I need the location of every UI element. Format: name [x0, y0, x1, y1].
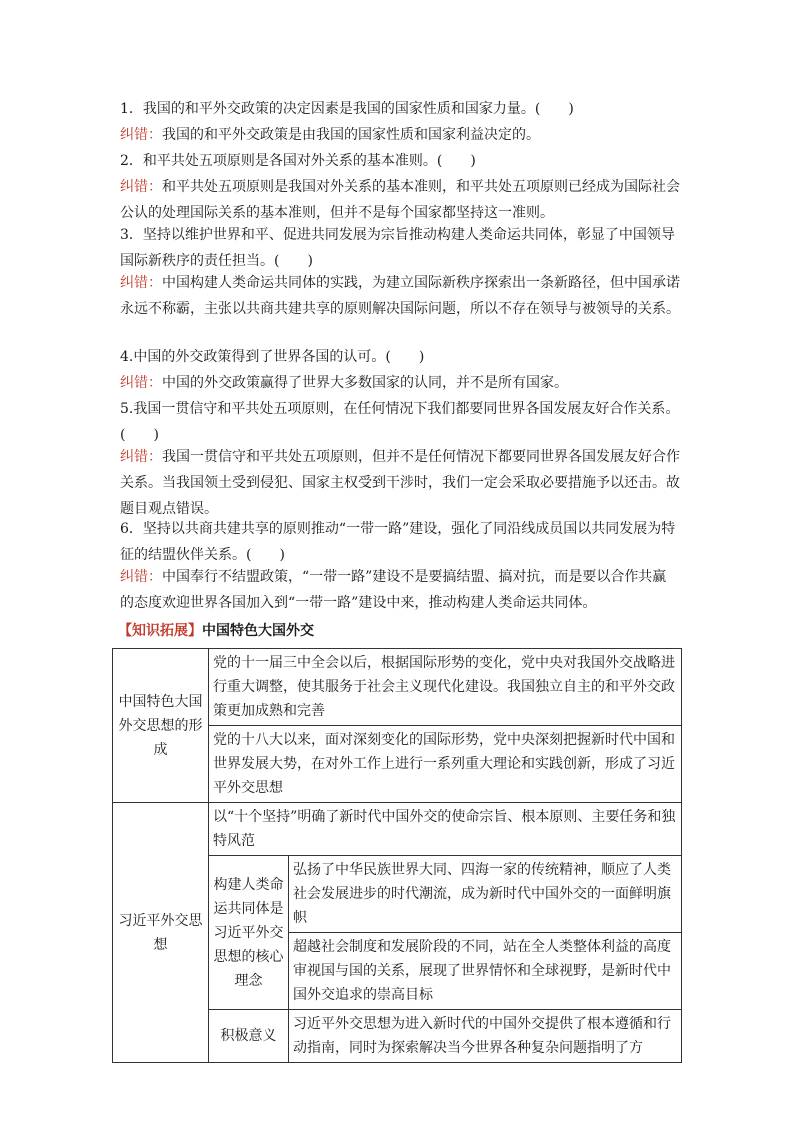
- table-cell: 弘扬了中华民族世界大同、四海一家的传统精神，顺应了人类社会发展进步的时代潮流，成为新时代中国外交的一面鲜明旗帜: [289, 856, 682, 933]
- table-head-formation: 中国特色大国外交思想的形成: [113, 649, 209, 803]
- question-5: 5.我国一贯信守和平共处五项原则，在任何情况下我们都要同世界各国发展友好合作关系。( ): [120, 401, 680, 443]
- question-4: 4.中国的外交政策得到了世界各国的认可。( ): [120, 349, 425, 365]
- knowledge-table: [112, 648, 682, 1063]
- table-head-thought: 习近平外交思想: [113, 803, 209, 1063]
- table-cell: 以“十个坚持”明确了新时代中国外交的使命宗旨、根本原则、主要任务和独特风范: [209, 803, 682, 856]
- table-subhead-significance: 积极意义: [209, 1010, 289, 1063]
- table-row: [113, 803, 682, 856]
- table-cell: 党的十一届三中全会以后，根据国际形势的变化，党中央对我国外交战略进行重大调整，使其服务于社会主义现代化建设。我国独立自主的和平外交政策更加成熟和完善: [209, 649, 682, 726]
- question-1: 1．我国的和平外交政策的决定因素是我国的国家性质和国家力量。( ): [120, 101, 574, 117]
- question-2: 2．和平共处五项原则是各国对外关系的基本准则。( ): [120, 153, 476, 169]
- correction-label: 纠错：: [120, 179, 162, 195]
- section-title: 【知识拓展】中国特色大国外交: [118, 623, 314, 639]
- correction-label: 纠错：: [120, 449, 162, 465]
- correction-label: 纠错：: [120, 275, 162, 291]
- correction-5: 纠错：我国一贯信守和平共处五项原则，但并不是任何情况下都要同世界各国发展友好合作关系。当我国领土受到侵犯、国家主权受到干涉时，我们一定会采取必要措施予以还击。故题目观点错误。: [120, 449, 680, 517]
- table-cell: 超越社会制度和发展阶段的不同，站在全人类整体利益的高度审视国与国的关系，展现了世界情怀和全球视野，是新时代中国外交追求的崇高目标: [289, 933, 682, 1010]
- table-subhead-core: 构建人类命运共同体是习近平外交思想的核心理念: [209, 856, 289, 1010]
- correction-6: 纠错：中国奉行不结盟政策，“一带一路”建设不是要搞结盟、搞对抗，而是要以合作共赢的态度欢迎世界各国加入到“一带一路”建设中来，推动构建人类命运共同体。: [120, 569, 667, 611]
- table-cell: 党的十八大以来，面对深刻变化的国际形势，党中央深刻把握新时代中国和世界发展大势，在对外工作上进行一系列重大理论和实践创新，形成了习近平外交思想: [209, 726, 682, 803]
- correction-1: 纠错：我国的和平外交政策是由我国的国家性质和国家利益决定的。: [120, 127, 540, 143]
- correction-4: 纠错：中国的外交政策赢得了世界大多数国家的认同，并不是所有国家。: [120, 375, 568, 391]
- correction-label: 纠错：: [120, 127, 162, 143]
- correction-label: 纠错：: [120, 569, 162, 585]
- correction-3: 纠错：中国构建人类命运共同体的实践，为建立国际新秩序探索出一条新路径，但中国承诺永远不称霸，主张以共商共建共享的原则解决国际问题，所以不存在领导与被领导的关系。: [120, 275, 680, 317]
- question-3: 3．坚持以维护世界和平、促进共同发展为宗旨推动构建人类命运共同体，彰显了中国领导国际新秩序的责任担当。( ): [120, 227, 675, 269]
- correction-label: 纠错：: [120, 375, 162, 391]
- table-cell: 习近平外交思想为进入新时代的中国外交提供了根本遵循和行动指南，同时为探索解决当今世界各种复杂问题指明了方: [289, 1010, 682, 1063]
- correction-2: 纠错：和平共处五项原则是我国对外关系的基本准则，和平共处五项原则已经成为国际社会公认的处理国际关系的基本准则，但并不是每个国家都坚持这一准则。: [120, 179, 680, 221]
- question-6: 6．坚持以共商共建共享的原则推动“一带一路”建设，强化了同沿线成员国以共同发展为特征的结盟伙伴关系。( ): [120, 521, 676, 563]
- table-row: [113, 649, 682, 726]
